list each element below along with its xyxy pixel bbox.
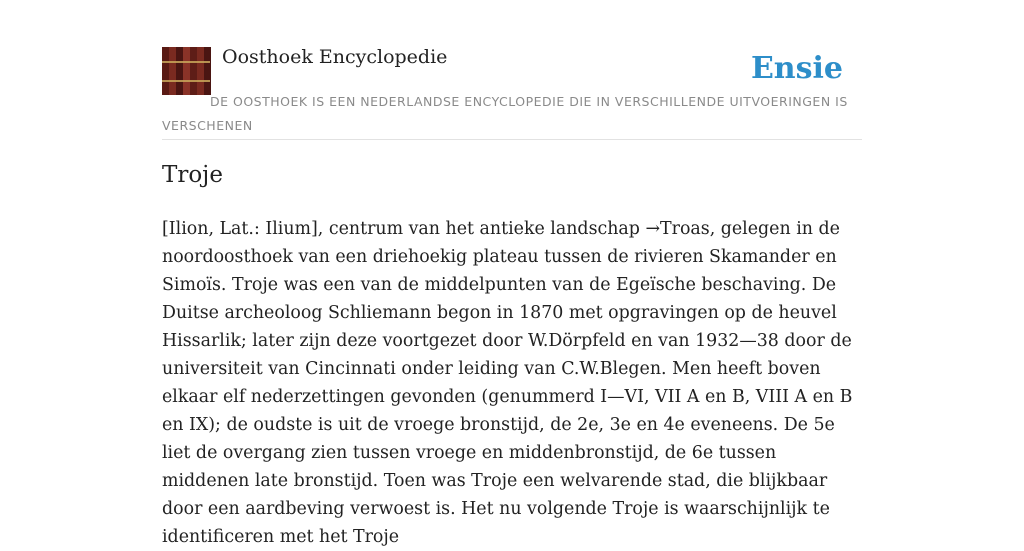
site-tagline: DE OOSTHOEK IS EEN NEDERLANDSE ENCYCLOPEDIE DIE IN VERSCHILLENDE UITVOERINGEN IS VERSCHENEN: [162, 94, 848, 133]
book-band: [162, 80, 210, 82]
book-spine: [162, 47, 169, 95]
book-band: [162, 61, 210, 63]
book-spine: [176, 47, 183, 95]
article-body: [Ilion, Lat.: Ilium], centrum van het antieke landschap →Troas, gelegen in de noordoosthoek van een driehoekig plateau tussen de rivieren Skamander en Simoïs. Troje was een van de middelpunten van de Egeïsche beschaving. De Duitse archeoloog Schliemann begon in 1870 met opgravingen op de heuvel Hissarlik; later zijn deze voortgezet door W.Dörpfeld en van 1932—38 door de universiteit van Cincinnati onder leiding van C.W.Blegen. Men heeft boven elkaar elf nederzettingen gevonden (genummerd I—VI, VII A en B, VIII A en B en IX); de oudste is uit de vroege bronstijd, de 2e, 3e en 4e eveneens. De 5e liet de overgang zien tussen vroege en middenbronstijd, de 6e tussen middenen late bronstijd. Toen was Troje een welvarende stad, die blijkbaar door een aardbeving verwoest is. Het nu volgende Troje is waarschijnlijk te identificeren met het Troje: [162, 219, 853, 547]
book-spine: [169, 47, 176, 95]
book-spine: [204, 47, 211, 95]
site-name[interactable]: Oosthoek Encyclopedie: [222, 46, 448, 68]
book-spine: [197, 47, 204, 95]
article-title: Troje: [162, 162, 223, 188]
encyclopedia-books-logo[interactable]: [162, 47, 210, 95]
site-header: [162, 46, 862, 140]
brand-logo[interactable]: Ensie: [750, 51, 843, 86]
book-spine: [190, 47, 197, 95]
book-spine: [183, 47, 190, 95]
